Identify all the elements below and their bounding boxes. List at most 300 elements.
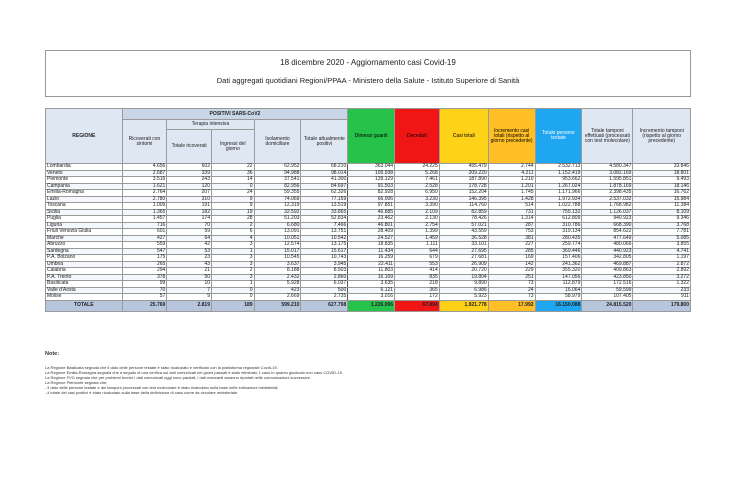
col-header-totale-ricoverati: Totale ricoverati — [167, 130, 212, 164]
data-cell: 14 — [212, 177, 255, 184]
data-cell: 369.446 — [535, 248, 582, 255]
total-cell: 25.769 — [122, 300, 167, 311]
data-cell: 716 — [122, 222, 167, 229]
data-cell: 423.850 — [582, 274, 633, 281]
data-cell: 59 — [167, 229, 212, 236]
total-cell-testate: 16.150.088 — [535, 300, 582, 311]
data-cell: 2.872 — [633, 261, 691, 268]
data-cell: 1 — [212, 281, 255, 288]
data-cell: 6.680 — [254, 222, 301, 229]
data-cell: 940.923 — [582, 216, 633, 223]
region-name: Friuli Venezia Giulia — [46, 229, 123, 236]
data-cell: 3.082.169 — [582, 170, 633, 177]
data-cell: 1.126.037 — [582, 209, 633, 216]
data-cell: 94.988 — [254, 170, 301, 177]
data-cell: 114.760 — [439, 203, 488, 210]
total-cell: 24.815.520 — [582, 300, 633, 311]
data-cell: 42 — [167, 242, 212, 249]
data-cell: 2.892 — [633, 268, 691, 275]
data-cell: 6 — [212, 229, 255, 236]
data-cell: 7 — [167, 287, 212, 294]
data-cell: 1.267.024 — [535, 183, 582, 190]
data-cell: 172.516 — [582, 281, 633, 288]
data-cell: 9 — [167, 294, 212, 301]
data-cell: 1.210 — [488, 177, 535, 184]
data-cell: 251 — [488, 274, 535, 281]
data-cell: 147.056 — [535, 274, 582, 281]
data-cell: 13.175 — [301, 242, 348, 249]
data-cell: 953.662 — [535, 177, 582, 184]
region-name: Marche — [46, 235, 123, 242]
data-cell: 209.220 — [439, 170, 488, 177]
data-cell: 18.801 — [633, 170, 691, 177]
data-cell: 233 — [633, 287, 691, 294]
data-cell: 169 — [488, 255, 535, 262]
total-cell-dimessi: 1.226.006 — [348, 300, 395, 311]
col-header-isolamento: Isolamento domiciliare — [254, 120, 301, 164]
data-cell: 13.751 — [301, 229, 348, 236]
data-cell: 378 — [122, 274, 167, 281]
data-cell: 13.519 — [301, 203, 348, 210]
region-name: Molise — [46, 294, 123, 301]
totals-row — [46, 300, 691, 311]
data-cell: 152.204 — [439, 190, 488, 197]
data-cell: 2.528 — [395, 183, 440, 190]
data-cell: 3 — [212, 261, 255, 268]
data-cell: 469.887 — [582, 261, 633, 268]
data-cell: 3.516 — [122, 177, 167, 184]
data-cell: 33.865 — [301, 209, 348, 216]
data-cell: 553 — [395, 261, 440, 268]
data-cell: 1.152.419 — [535, 170, 582, 177]
data-cell: 9 — [212, 203, 255, 210]
data-cell: 53 — [167, 248, 212, 255]
data-cell: 218 — [395, 281, 440, 288]
data-cell: 514 — [488, 203, 535, 210]
data-cell: 32.592 — [254, 209, 301, 216]
data-cell: 7.781 — [633, 229, 691, 236]
data-cell: 2.780 — [122, 196, 167, 203]
note-line: - il dato delle persone testate e dei tamponi processati con test molecolare è stato ricalcolato sulla base delle indicazioni ministeriali. — [45, 385, 279, 390]
bulletin-header — [45, 50, 691, 97]
col-header-incremento-casi: Incremento casi totali (rispetto al giorno precedente) — [488, 109, 535, 164]
data-cell: 3 — [212, 274, 255, 281]
data-cell: 52.834 — [301, 216, 348, 223]
data-cell: 3.635 — [348, 281, 395, 288]
data-cell: 1.745 — [488, 190, 535, 197]
data-cell: 22 — [212, 164, 255, 171]
data-cell: 427 — [122, 235, 167, 242]
data-cell: 37.541 — [254, 177, 301, 184]
data-cell: 207 — [167, 190, 212, 197]
data-cell: 191 — [167, 203, 212, 210]
total-cell: 179.800 — [633, 300, 691, 311]
data-cell: 22.411 — [348, 261, 395, 268]
data-cell: 157.406 — [535, 255, 582, 262]
data-cell: 182 — [167, 209, 212, 216]
data-cell: 82.928 — [348, 190, 395, 197]
region-name: Lombardia — [46, 164, 123, 171]
data-cell: 187.890 — [439, 177, 488, 184]
data-cell: 146.395 — [439, 196, 488, 203]
data-cell: 602 — [167, 164, 212, 171]
data-cell: 2.687 — [122, 170, 167, 177]
region-name: Umbria — [46, 261, 123, 268]
data-cell: 1.621 — [122, 183, 167, 190]
data-cell: 175 — [122, 255, 167, 262]
data-cell: 342.805 — [582, 255, 633, 262]
note-line: La Regione FVG segnala che per problemi tecnici i dati comunicati oggi sono parziali, i dati mancanti saranno riportati nelle comunicazioni successive. — [45, 375, 312, 380]
data-cell: 68.210 — [301, 164, 348, 171]
data-cell: 73 — [488, 281, 535, 288]
data-cell: 1.111 — [395, 242, 440, 249]
data-cell: 480.066 — [582, 242, 633, 249]
icu-group-header: Terapia intensiva — [167, 120, 254, 130]
notes-title: Note: — [45, 351, 60, 357]
data-cell: 1.009 — [122, 203, 167, 210]
data-cell: 11.803 — [348, 268, 395, 275]
data-cell: 73 — [488, 294, 535, 301]
data-cell: 9.493 — [633, 177, 691, 184]
data-cell: 2.130 — [395, 216, 440, 223]
data-cell: 10.545 — [254, 255, 301, 262]
data-cell: 8.188 — [254, 268, 301, 275]
data-cell: 2.109 — [395, 209, 440, 216]
data-cell: 310.786 — [535, 222, 582, 229]
data-cell: 43.559 — [439, 229, 488, 236]
data-cell: 6.986 — [439, 287, 488, 294]
bulletin-subtitle: Dati aggregati quotidiani Regioni/PPAA - Ministero della Salute - Istituto Superiore di Sanità — [216, 76, 520, 85]
data-cell: 91.503 — [348, 183, 395, 190]
data-cell: 16.762 — [633, 190, 691, 197]
data-cell: 2.398.435 — [582, 190, 633, 197]
data-cell: 3.230 — [395, 196, 440, 203]
data-cell: 4.211 — [488, 170, 535, 177]
data-cell: 46.801 — [348, 222, 395, 229]
data-cell: 18.146 — [633, 183, 691, 190]
data-cell: 27.695 — [439, 248, 488, 255]
data-cell: 82.956 — [254, 183, 301, 190]
notes-section — [45, 352, 645, 395]
data-cell: 11.384 — [633, 203, 691, 210]
region-name: Basilicata — [46, 281, 123, 288]
data-cell: 51.203 — [254, 216, 301, 223]
data-cell: 547 — [122, 248, 167, 255]
data-cell: 6.950 — [395, 190, 440, 197]
data-cell: 99 — [122, 281, 167, 288]
region-name: Sardegna — [46, 248, 123, 255]
data-cell: 2.432 — [254, 274, 301, 281]
data-cell: 2.532.713 — [535, 164, 582, 171]
data-cell: 559 — [122, 242, 167, 249]
data-cell: 36.528 — [439, 235, 488, 242]
regional-data-table — [45, 108, 691, 312]
data-cell: 3.855 — [633, 242, 691, 249]
data-cell: 1.768.982 — [582, 203, 633, 210]
data-cell: 74.069 — [254, 196, 301, 203]
notes-lines — [45, 365, 645, 395]
data-cell: 3 — [212, 255, 255, 262]
data-cell: 6.121 — [348, 287, 395, 294]
data-cell: 26.909 — [439, 261, 488, 268]
data-cell: 18.835 — [348, 242, 395, 249]
data-cell: 142 — [488, 261, 535, 268]
data-cell: 3.272 — [633, 274, 691, 281]
data-cell: 2 — [212, 222, 255, 229]
data-cell: 2.669 — [254, 294, 301, 301]
data-cell: 3.637 — [254, 261, 301, 268]
region-name: Valle d'Aosta — [46, 287, 123, 294]
data-cell: 46.885 — [348, 209, 395, 216]
data-cell: 2.735 — [301, 294, 348, 301]
region-name: Abruzzo — [46, 242, 123, 249]
data-cell: 24.225 — [395, 164, 440, 171]
data-cell: 33.101 — [439, 242, 488, 249]
data-cell: 1.322 — [633, 281, 691, 288]
data-cell: 19 — [212, 209, 255, 216]
data-cell: 1.201 — [488, 183, 535, 190]
region-name: P.A. Bolzano — [46, 255, 123, 262]
bulletin-title: 18 dicembre 2020 - Aggiornamento casi Covid-19 — [280, 58, 456, 67]
data-cell: 319.134 — [535, 229, 582, 236]
data-cell: 414 — [395, 268, 440, 275]
data-cell: 12.574 — [254, 242, 301, 249]
data-cell: 24 — [488, 287, 535, 294]
data-cell: 668.390 — [582, 222, 633, 229]
data-cell: 178.728 — [439, 183, 488, 190]
data-cell: 66.006 — [348, 196, 395, 203]
note-line: La Regione Emilia-Romagna segnala che a seguito di una verifica sui dati comunicati nei giorni passati è stato eliminato 1 caso in quanto giudicato non caso COVID-19. — [45, 370, 343, 375]
data-cell: 77.159 — [301, 196, 348, 203]
data-cell: 601 — [122, 229, 167, 236]
data-cell: 7.466 — [301, 222, 348, 229]
data-cell: 294 — [122, 268, 167, 275]
data-cell: 2.764 — [122, 190, 167, 197]
data-cell: 78.426 — [439, 216, 488, 223]
data-cell: 241.362 — [535, 261, 582, 268]
data-cell: 4.656 — [122, 164, 167, 171]
note-line: - il totale dei casi positivi è stato ricalcolato sulla base della definizione di caso come da circolare ministeriale. — [45, 390, 239, 395]
col-header-ingressi: Ingressi del giorno — [212, 130, 255, 164]
data-cell: 16.109 — [348, 274, 395, 281]
data-cell: 1.459 — [395, 235, 440, 242]
data-cell: 10.743 — [301, 255, 348, 262]
data-cell: 15.017 — [254, 248, 301, 255]
data-cell: 243 — [167, 177, 212, 184]
data-cell: 9.890 — [439, 281, 488, 288]
data-cell: 0 — [212, 294, 255, 301]
data-cell: 84.697 — [301, 183, 348, 190]
data-cell: 2.754 — [395, 222, 440, 229]
data-cell: 172 — [395, 294, 440, 301]
col-header-tamponi: Totale tamponi effettuati (processati con test molecolare) — [582, 109, 633, 164]
data-cell: 28.409 — [348, 229, 395, 236]
data-cell: 19.804 — [439, 274, 488, 281]
data-cell: 355.320 — [535, 268, 582, 275]
data-cell: 1.595.851 — [582, 177, 633, 184]
region-name: Puglia — [46, 216, 123, 223]
data-cell: 1.972.934 — [535, 196, 582, 203]
data-cell: 24.527 — [348, 235, 395, 242]
data-cell: 339 — [167, 170, 212, 177]
region-name: Liguria — [46, 222, 123, 229]
data-cell: 70 — [167, 222, 212, 229]
data-cell: 24 — [212, 190, 255, 197]
col-header-incremento-tamponi: Incremento tamponi (rispetto al giorno precedente) — [633, 109, 691, 164]
data-cell: 381 — [488, 235, 535, 242]
data-cell: 8.503 — [301, 268, 348, 275]
data-cell: 23 — [167, 255, 212, 262]
data-cell: 9.346 — [633, 216, 691, 223]
data-cell: 2.860 — [301, 274, 348, 281]
col-header-ricoverati: Ricoverati con sintomi — [122, 120, 167, 164]
data-cell: 7.461 — [395, 177, 440, 184]
data-cell: 120 — [167, 183, 212, 190]
data-cell: 16.259 — [348, 255, 395, 262]
data-cell: 644 — [395, 248, 440, 255]
col-header-totale-positivi: Totale attualmente positivi — [301, 120, 348, 164]
data-cell: 21 — [167, 268, 212, 275]
data-cell: 112.879 — [535, 281, 582, 288]
data-cell: 15.617 — [301, 248, 348, 255]
total-cell-casi: 1.921.778 — [439, 300, 488, 311]
data-cell: 854.622 — [582, 229, 633, 236]
data-cell: 0 — [212, 183, 255, 190]
data-cell: 5.268 — [395, 170, 440, 177]
total-cell-deceduti: 67.894 — [395, 300, 440, 311]
data-cell: 440.923 — [582, 248, 633, 255]
positives-group-header: POSITIVI SARS-CoV2 — [122, 109, 348, 120]
data-cell: 57 — [122, 294, 167, 301]
data-cell: 41.300 — [301, 177, 348, 184]
data-cell: 97.851 — [348, 203, 395, 210]
data-cell: 455.479 — [439, 164, 488, 171]
data-cell: 3.016 — [348, 294, 395, 301]
data-cell: 1.457 — [122, 216, 167, 223]
data-cell: 27.681 — [439, 255, 488, 262]
data-cell: 16.064 — [535, 287, 582, 294]
data-cell: 43 — [167, 261, 212, 268]
data-cell: 9 — [212, 196, 255, 203]
data-cell: 835 — [395, 274, 440, 281]
region-name: Piemonte — [46, 177, 123, 184]
data-cell: 64 — [167, 235, 212, 242]
data-cell: 3.390 — [395, 203, 440, 210]
data-cell: 174 — [167, 216, 212, 223]
total-cell: 2.819 — [167, 300, 212, 311]
data-cell: 58.979 — [535, 294, 582, 301]
region-rows — [46, 164, 691, 301]
note-line: La Regione Piemonte segnala che: — [45, 380, 108, 385]
data-cell: 365 — [395, 287, 440, 294]
region-name: P.A. Trento — [46, 274, 123, 281]
data-cell: 500 — [301, 287, 348, 294]
data-cell: 33.846 — [633, 164, 691, 171]
data-cell: 11.434 — [348, 248, 395, 255]
data-cell: 911 — [633, 294, 691, 301]
note-line: La Regione Basilicata segnala che il dato delle persone testate è stato ricalcolato e verificato con la piattaforma regionale Covid-19. — [45, 365, 278, 370]
data-cell: 1.314 — [488, 216, 535, 223]
data-cell: 731 — [488, 209, 535, 216]
data-cell: 12.319 — [254, 203, 301, 210]
data-cell: 3.945 — [301, 261, 348, 268]
col-header-persone-testate: Totale persone testate — [535, 109, 582, 164]
total-cell: 189 — [212, 300, 255, 311]
data-cell: 679 — [395, 255, 440, 262]
data-cell: 4 — [212, 235, 255, 242]
region-name: Emilia-Romagna — [46, 190, 123, 197]
data-cell: 1.365 — [122, 209, 167, 216]
data-cell: 10.051 — [254, 235, 301, 242]
data-cell: 5.928 — [254, 281, 301, 288]
data-cell: 59.599 — [582, 287, 633, 294]
data-cell: 6.037 — [301, 281, 348, 288]
data-cell: 2.744 — [488, 164, 535, 171]
data-cell: 36 — [212, 170, 255, 177]
data-cell: 1.878.169 — [582, 183, 633, 190]
data-cell: 82.859 — [439, 209, 488, 216]
data-cell: 229 — [488, 268, 535, 275]
col-header-dimessi: Dimessi guariti — [348, 109, 395, 164]
data-cell: 265 — [122, 261, 167, 268]
data-cell: 59.355 — [254, 190, 301, 197]
data-cell: 753 — [488, 229, 535, 236]
region-name: Veneto — [46, 170, 123, 177]
data-cell: 70 — [122, 287, 167, 294]
region-name: Campania — [46, 183, 123, 190]
data-cell: 259.774 — [535, 242, 582, 249]
region-name: Calabria — [46, 268, 123, 275]
data-cell: 280.435 — [535, 235, 582, 242]
data-cell: 5.923 — [439, 294, 488, 301]
data-cell: 10.542 — [301, 235, 348, 242]
region-name: Lazio — [46, 196, 123, 203]
col-header-casi-totali: Casi totali — [439, 109, 488, 164]
data-cell: 139.129 — [348, 177, 395, 184]
region-column-header: REGIONE — [46, 109, 123, 164]
region-name: Sicilia — [46, 209, 123, 216]
data-cell: 62.952 — [254, 164, 301, 171]
data-cell: 477.649 — [582, 235, 633, 242]
data-cell: 28 — [212, 216, 255, 223]
data-cell: 15.984 — [633, 196, 691, 203]
data-cell: 23.462 — [348, 216, 395, 223]
totals-label: TOTALE — [46, 300, 123, 311]
data-cell: 3.768 — [633, 222, 691, 229]
data-cell: 13.091 — [254, 229, 301, 236]
data-cell: 1.197 — [633, 255, 691, 262]
data-cell: 287 — [488, 222, 535, 229]
data-cell: 1.428 — [488, 196, 535, 203]
total-cell: 599.210 — [254, 300, 301, 311]
data-cell: 3 — [212, 242, 255, 249]
data-cell: 409.863 — [582, 268, 633, 275]
region-name: Toscana — [46, 203, 123, 210]
data-cell: 10 — [167, 281, 212, 288]
col-header-deceduti: Deceduti — [395, 109, 440, 164]
data-cell: 62.326 — [301, 190, 348, 197]
data-cell: 98.014 — [301, 170, 348, 177]
data-cell: 50 — [167, 274, 212, 281]
data-cell: 1.171.966 — [535, 190, 582, 197]
data-cell: 285 — [488, 248, 535, 255]
data-cell: 1.022.788 — [535, 203, 582, 210]
data-cell: 755.132 — [535, 209, 582, 216]
data-cell: 1 — [212, 248, 255, 255]
data-cell: 363.044 — [348, 164, 395, 171]
data-cell: 20.720 — [439, 268, 488, 275]
data-cell: 5.085 — [633, 235, 691, 242]
